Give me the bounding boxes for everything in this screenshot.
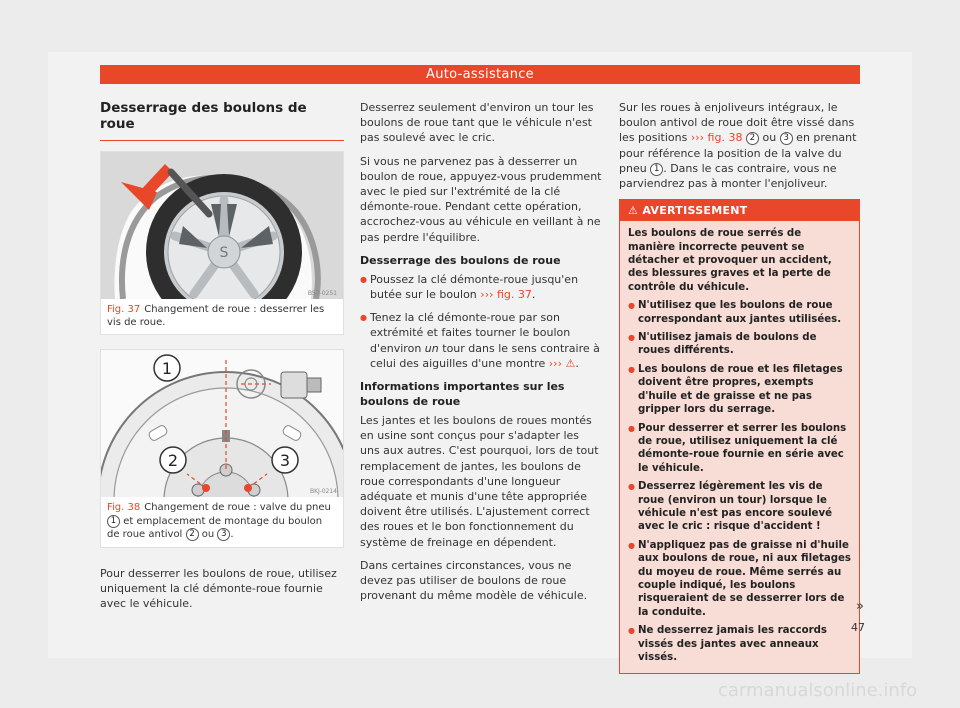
intro-paragraph: Pour desserrer les boulons de roue, utilisez uniquement la clé démonte-roue fournie avec le véhicule.	[100, 566, 337, 610]
subheading: Informations importantes sur les boulons de roue	[360, 380, 565, 409]
subheading: Desserrage des boulons de roue	[360, 253, 561, 267]
warning-intro: Les boulons de roue serrés de manière incorrecte peuvent se détacher et provoquer un accident, des blessures graves et la perte de contrôle du véhicule.	[628, 228, 832, 293]
svg-text:S: S	[219, 245, 229, 261]
warning-item: ● N'appliquez pas de graisse ni d'huile aux boulons de roue, ni aux filetages du moyeu de roue. Même serrés au couple indiqué, les boulons risqueraient de se desserrer lors de la conduite.	[628, 539, 851, 619]
figure-code: BKJ-0214	[309, 488, 337, 495]
figure-38-caption: Fig. 38 Changement de roue : valve du pneu 1 et emplacement de montage du boulon de roue antivol 2 ou 3 .	[107, 502, 331, 540]
callout-2: 2	[167, 451, 179, 470]
paragraph: Sur les roues à enjoliveurs intégraux, le boulon antivol de roue doit être vissé dans les positions ››› fig. 38 2 ou 3 en prenant pour référence la position de la valve du pneu 1 . Dans le cas contraire, vous ne parviendrez pas à monter l'enjoliveur.	[619, 101, 857, 191]
warning-item: ● Pour desserrer et serrer les boulons de roue, utilisez uniquement la clé démonte-roue fournie en série avec le véhicule.	[628, 422, 851, 476]
paragraph: Si vous ne parvenez pas à desserrer un boulon de roue, appuyez-vous prudemment avec le pied sur l'extrémité de la clé démonte-roue. Pendant cette opération, accrochez-vous au véhicule en veillant à ne pas perdre l'équilibre.	[360, 154, 602, 244]
paragraph: Dans certaines circonstances, vous ne devez pas utiliser de boulons de roue provenant du même modèle de véhicule.	[360, 558, 588, 603]
paragraph: Desserrez seulement d'environ un tour les boulons de roue tant que le véhicule n'est pas soulevé avec le cric.	[360, 101, 594, 145]
figure-37	[100, 151, 344, 335]
warning-triangle-icon: ⚠	[628, 204, 639, 218]
list-item: ● Tenez la clé démonte-roue par son extrémité et faites tourner le boulon d'environ un tour dans le sens contraire à celui des aiguilles d'une montre ››› ⚠.	[360, 310, 602, 371]
wheel-wrench-illustration	[101, 152, 343, 299]
warning-item: ● N'utilisez jamais de boulons de roues différents.	[628, 331, 851, 358]
warning-body	[620, 221, 859, 673]
figure-37-caption: Fig. 37 Changement de roue : desserrer les vis de roue.	[107, 304, 325, 328]
column-2	[360, 100, 602, 611]
paragraph: Les jantes et les boulons de roues montés en usine sont conçus pour s'adapter les uns aux autres. C'est pourquoi, lors de tout remplacement de jantes, les boulons de roue correspondants d'une longueur adéquate et munis d'une tête appropriée doivent être utilisés. L'ajustement correct des roues et le bon fonctionnement du système de freinage en dépendent.	[360, 414, 599, 549]
page-number: 47	[851, 621, 865, 634]
warning-item: ● Desserrez légèrement les vis de roue (environ un tour) lorsque le véhicule n'est pas encore soulevé avec le cric : risque d'accident !	[628, 480, 851, 534]
warning-item: ● Ne desserrez jamais les raccords vissés des jantes avec anneaux vissés.	[628, 624, 851, 664]
steel-wheel-illustration	[101, 350, 343, 497]
continued-mark: »	[856, 599, 864, 614]
chapter-header: Auto-assistance	[100, 65, 860, 84]
warning-reference-link[interactable]: ››› ⚠	[548, 356, 576, 370]
callout-1: 1	[161, 359, 173, 378]
figure-reference-link[interactable]: ››› fig. 38	[690, 131, 743, 145]
figure-code: B57-0251	[307, 290, 337, 297]
warning-item: ● N'utilisez que les boulons de roue correspondant aux jantes utilisées.	[628, 299, 851, 326]
figure-reference-link[interactable]: ››› fig. 37	[480, 288, 532, 302]
figure-38	[100, 349, 344, 548]
section-title: Desserrage des boulons de roue	[100, 100, 344, 141]
column-1	[100, 100, 344, 619]
warning-header: ⚠ AVERTISSEMENT	[620, 200, 859, 221]
callout-3: 3	[279, 451, 291, 470]
watermark: carmanualsonline.info	[718, 680, 918, 701]
list-item: ● Poussez la clé démonte-roue jusqu'en butée sur le boulon ››› fig. 37.	[360, 272, 602, 302]
column-3	[619, 100, 860, 674]
warning-box	[619, 199, 860, 674]
warning-item: ● Les boulons de roue et les filetages doivent être propres, exempts d'huile et de graisse et ne pas gripper lors du serrage.	[628, 363, 851, 417]
